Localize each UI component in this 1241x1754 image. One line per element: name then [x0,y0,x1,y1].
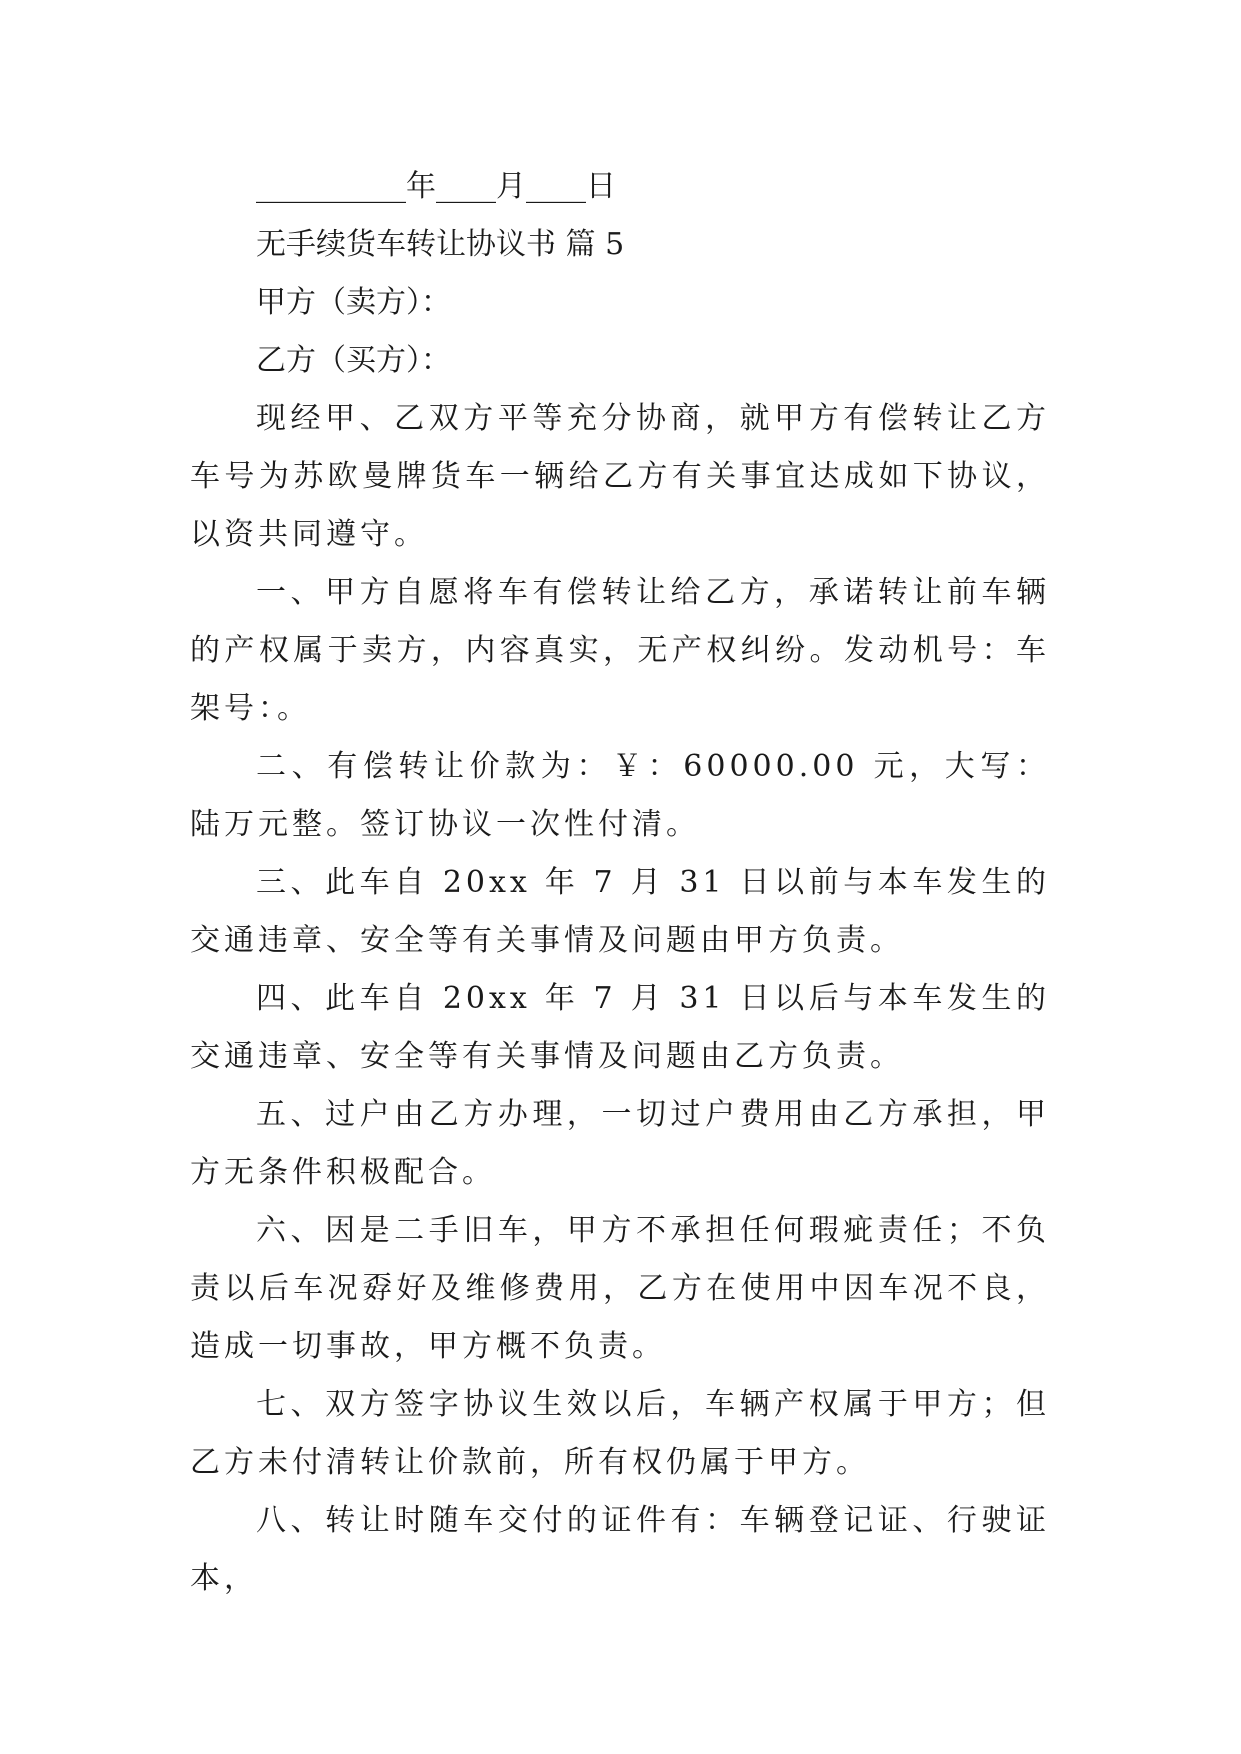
paragraph-clause-3: 三、此车自 20xx 年 7 月 31 日以前与本车发生的交通违章、安全等有关事情及问题由甲方负责。 [190,865,1050,958]
paragraph-clause-4: 四、此车自 20xx 年 7 月 31 日以后与本车发生的交通违章、安全等有关事情及问题由乙方负责。 [190,981,1050,1074]
paragraph-clause-2: 二、有偿转让价款为：￥：60000.00 元，大写：陆万元整。签订协议一次性付清。 [190,749,1050,842]
date-line: __________年____月____日 [256,169,616,204]
document-heading: 无手续货车转让协议书 篇 5 [256,227,625,262]
paragraph-clause-1: 一、甲方自愿将车有偿转让给乙方，承诺转让前车辆的产权属于卖方，内容真实，无产权纠纷。发动机号：车架号：。 [190,575,1050,726]
paragraph-clause-5: 五、过户由乙方办理，一切过户费用由乙方承担，甲方无条件积极配合。 [190,1097,1050,1190]
paragraph-intro: 现经甲、乙双方平等充分协商，就甲方有偿转让乙方车号为苏欧曼牌货车一辆给乙方有关事宜达成如下协议，以资共同遵守。 [190,401,1050,552]
paragraph-clause-8: 八、转让时随车交付的证件有：车辆登记证、行驶证本， [190,1503,1050,1596]
paragraph-clause-7: 七、双方签字协议生效以后，车辆产权属于甲方；但乙方未付清转让价款前，所有权仍属于甲方。 [190,1387,1050,1480]
document-page [190,158,1050,1608]
paragraph-clause-6: 六、因是二手旧车，甲方不承担任何瑕疵责任；不负责以后车况孬好及维修费用，乙方在使用中因车况不良，造成一切事故，甲方概不负责。 [190,1213,1050,1364]
party-a-line: 甲方（卖方）： [256,285,451,320]
party-b-line: 乙方（买方）： [256,343,451,378]
